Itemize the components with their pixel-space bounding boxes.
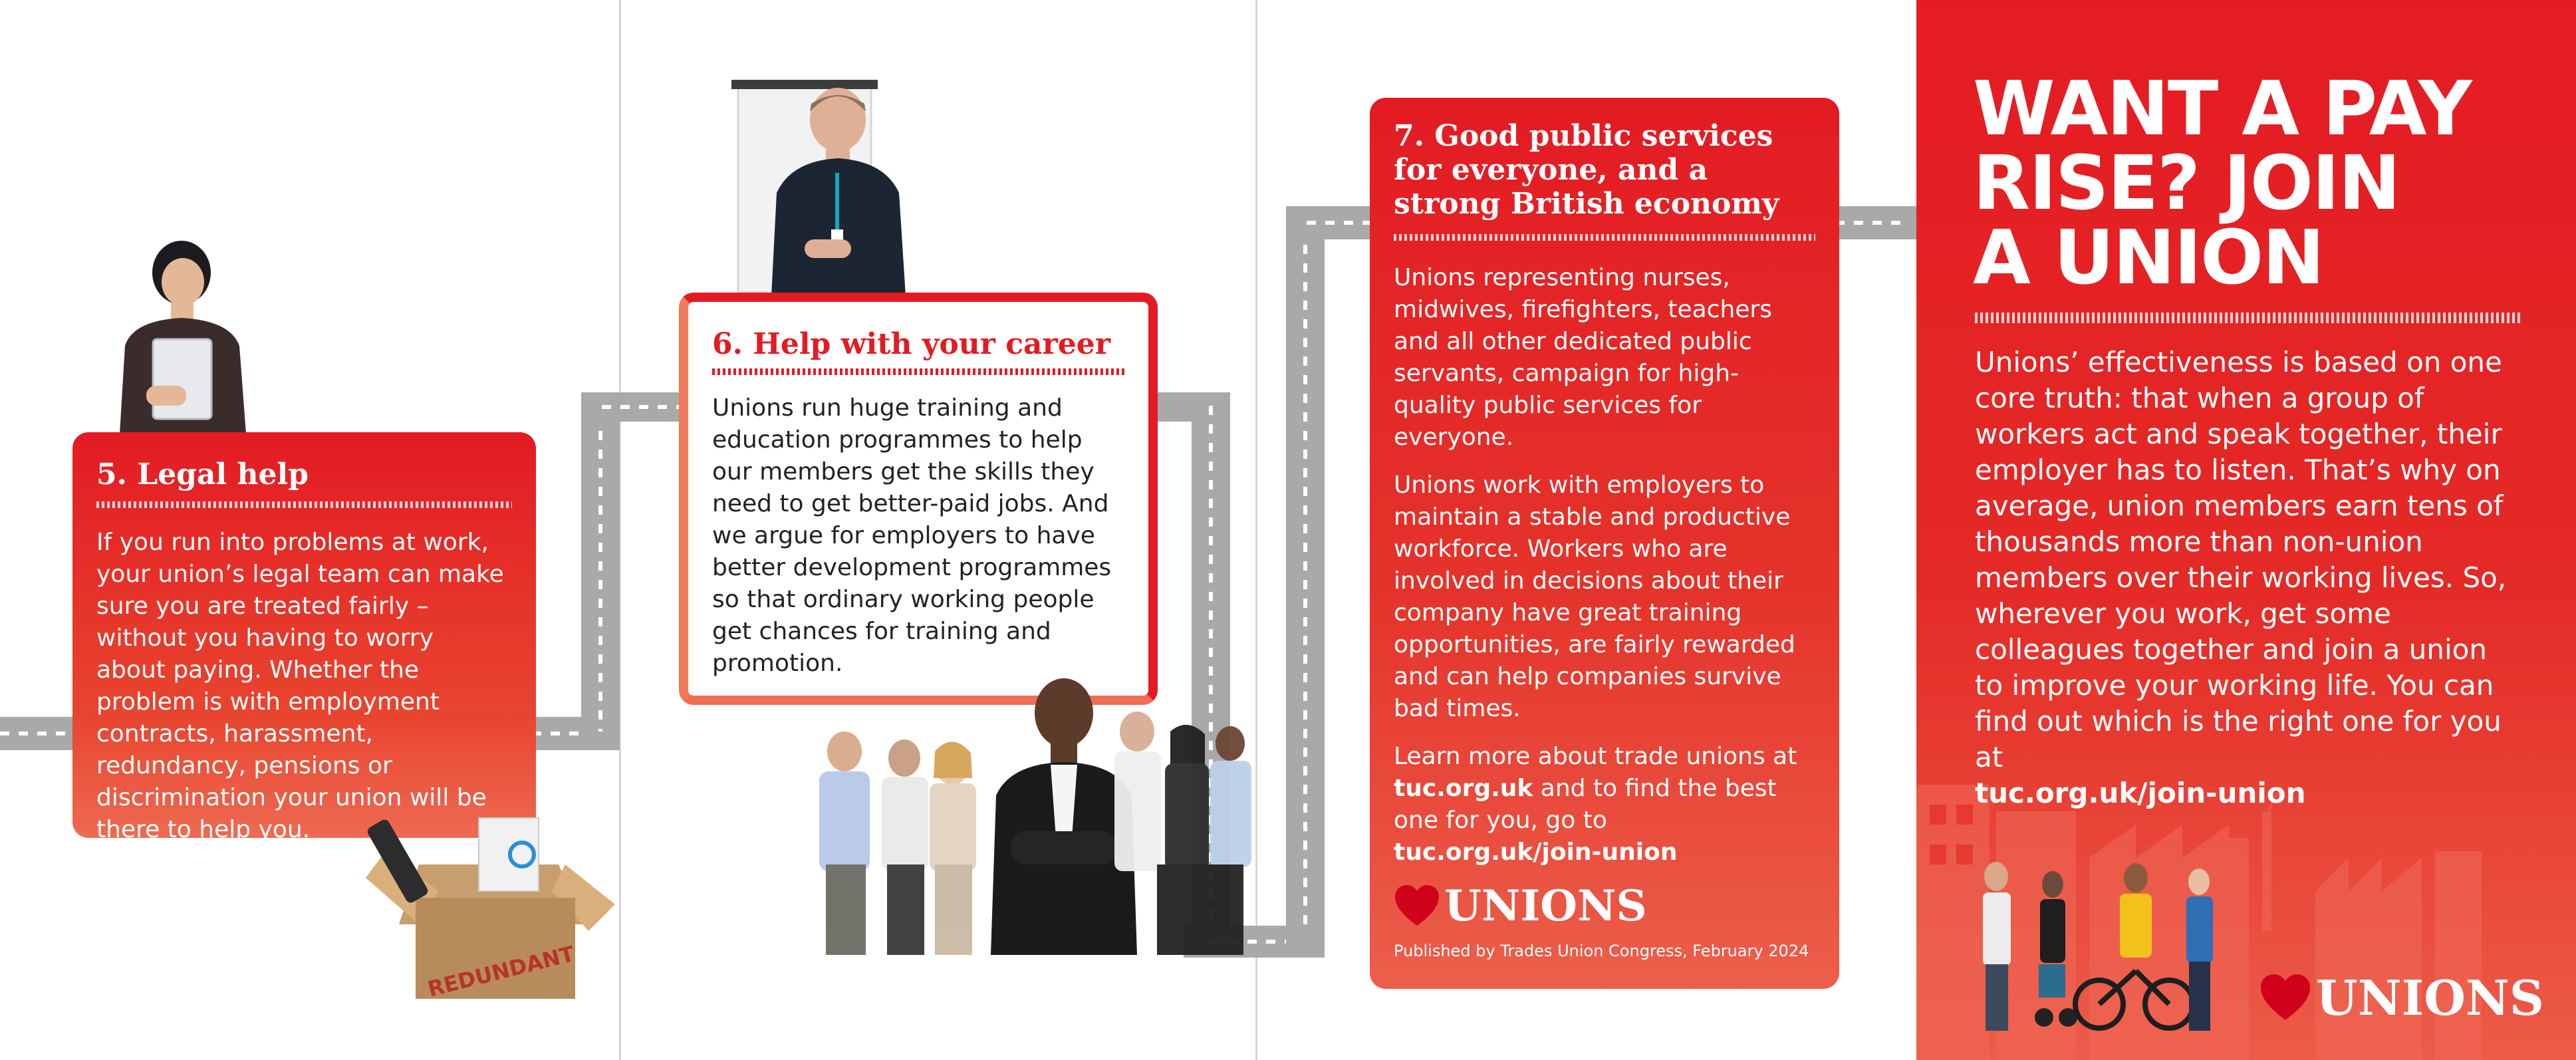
redundant-stamp-text: REDUNDANT [425, 941, 577, 1002]
redundant-box-photo [359, 791, 618, 1007]
dotted-rule [1394, 234, 1815, 241]
dotted-rule [96, 501, 512, 508]
legal-help-text: If you run into problems at work, your union’s legal team can make sure you are treated fairly – without you having to worry about paying. Whether the problem is with employment contracts, harassment, redundancy, pensions or discrimination your union will be there to help you. [96, 529, 504, 843]
career-help-card [679, 293, 1158, 705]
public-services-card [1370, 98, 1839, 989]
join-union-link[interactable]: tuc.org.uk/join-union [1975, 777, 2306, 809]
join-union-panel [1916, 0, 2576, 1060]
join-union-text: Unions’ effectiveness is based on one core truth: that when a group of workers act and speak together, their employer has to listen. That’s why on average, union members earn tens of thousands more than non-union members over their working lives. So, wherever you work, get some colleagues together and join a union to improve your working life. You can find out which is the right one for you at tuc.org.uk/join-union [1975, 346, 2507, 809]
unions-logo-large: UNIONS [2259, 971, 2544, 1024]
woman-with-papers-photo [106, 239, 259, 434]
legal-help-card [72, 432, 536, 843]
group-of-workers-photo [798, 665, 1263, 955]
heart-icon [2259, 974, 2312, 1021]
career-help-title: 6. Help with your career [712, 327, 1110, 361]
legal-help-title: 5. Legal help [96, 458, 309, 491]
public-services-text-2: Unions work with employers to maintain a stable and productive workforce. Workers who are involved in decisions about their company have great training opportunities, are fairly rewarded and can help companies survive bad times. [1394, 471, 1795, 722]
dotted-rule [1975, 313, 2521, 323]
learn-more-text: Learn more about trade unions at tuc.org.uk and to find the best one for you, go to tuc.org.uk/join-union [1394, 743, 1797, 866]
unions-logo: UNIONS [1394, 882, 1647, 929]
headline: WANT A PAY RISE? JOIN A UNION [1973, 66, 2471, 301]
tuc-link[interactable]: tuc.org.uk [1394, 775, 1533, 802]
heart-icon [1394, 884, 1440, 927]
publisher-note: Published by Trades Union Congress, February 2024 [1394, 942, 1809, 960]
public-services-text-1: Unions representing nurses, midwives, firefighters, teachers and all other dedicated public servants, campaign for high-quality public services for everyone. [1394, 264, 1772, 451]
public-services-title: 7. Good public services for everyone, and a strong British economy [1394, 119, 1779, 221]
dotted-rule [712, 368, 1124, 375]
join-union-link[interactable]: tuc.org.uk/join-union [1394, 839, 1678, 866]
career-help-text: Unions run huge training and education programmes to help our members get the skills they need to get better-paid jobs. And we argue for employers to have better development programmes so that ordinary working people get chances for training and promotion. [712, 394, 1112, 677]
man-with-flipchart-photo [731, 80, 931, 296]
